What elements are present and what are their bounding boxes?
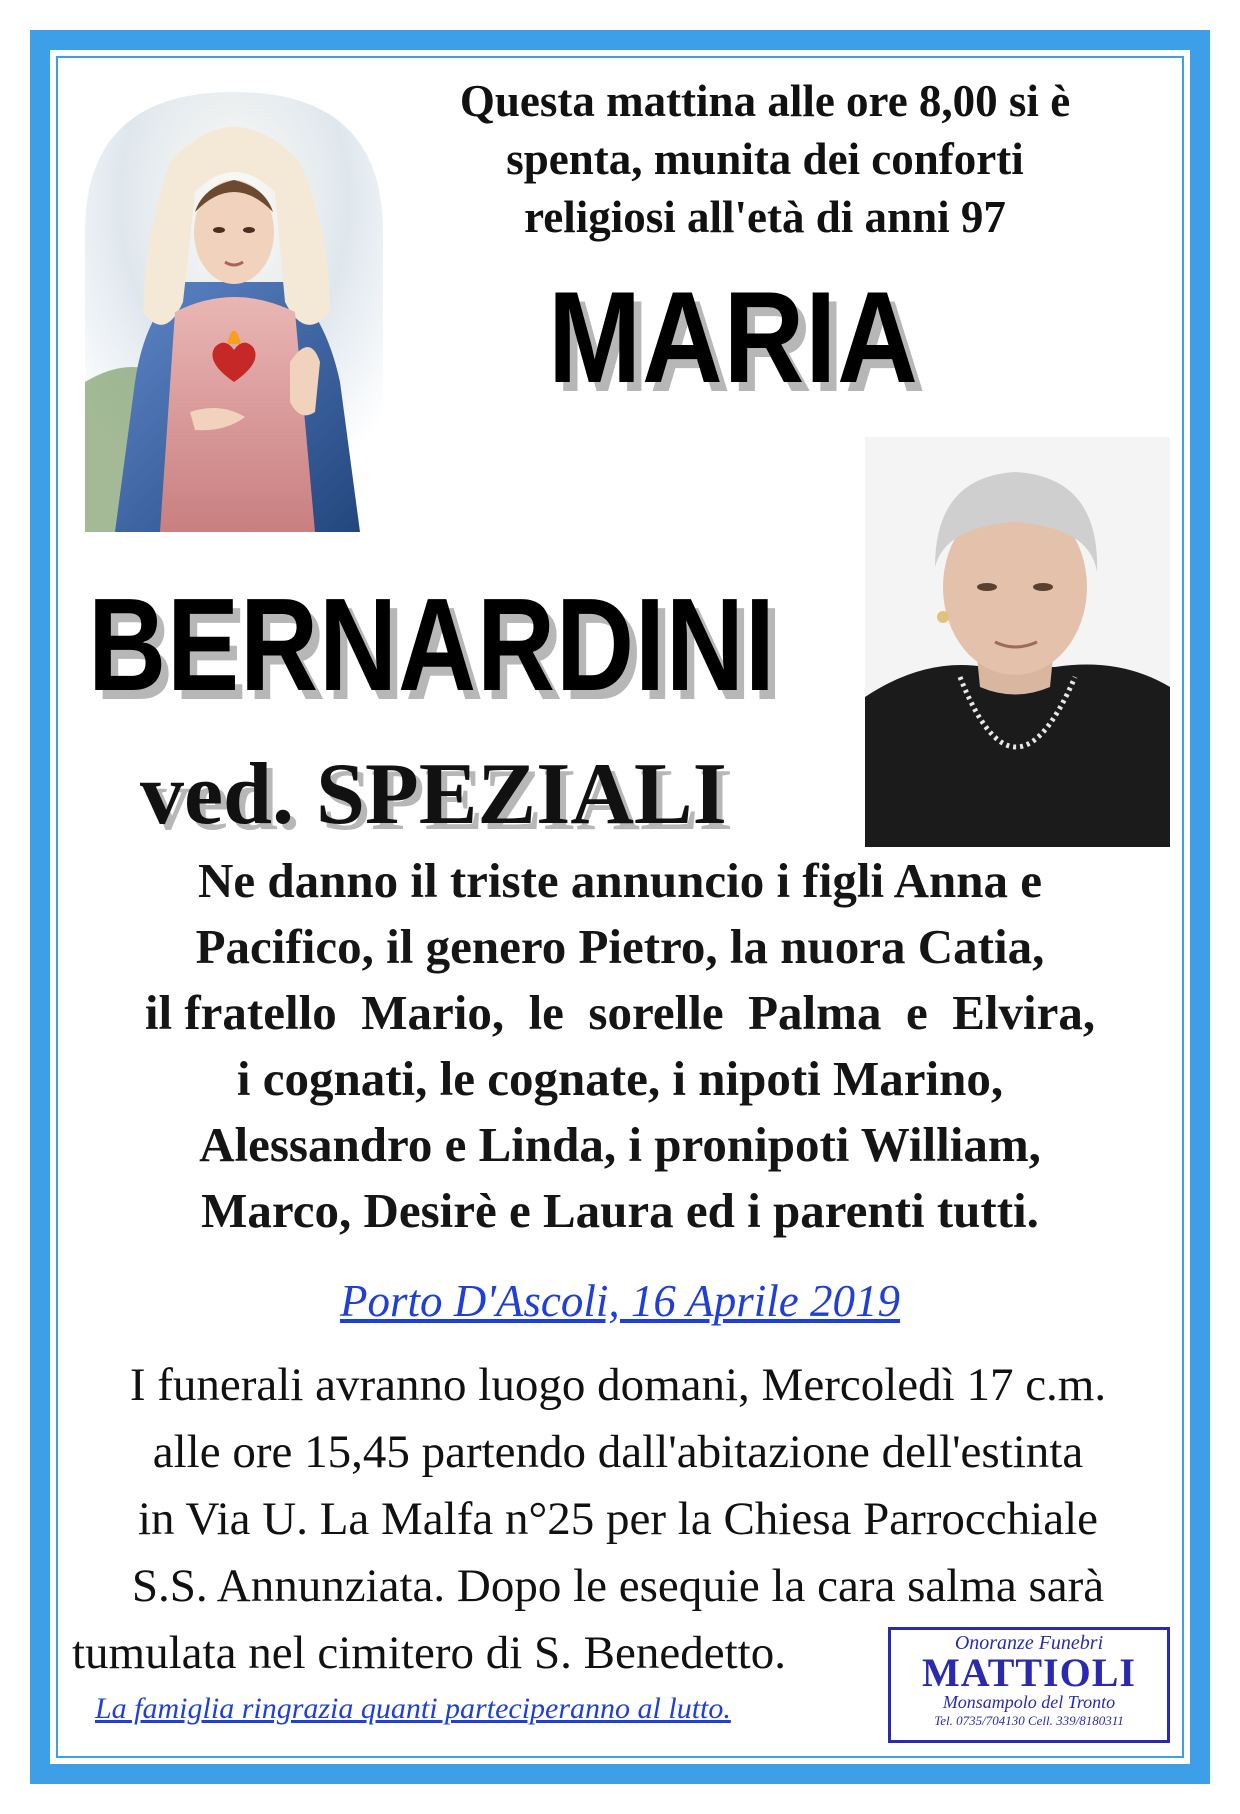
portrait-photo [865,437,1170,847]
announcement-line: Alessandro e Linda, i pronipoti William, [199,1117,1041,1172]
announcement-line: Pacifico, il genero Pietro, la nuora Catia, [195,919,1045,974]
intro-line: religiosi all'età di anni 97 [524,192,1006,242]
funeral-home-stamp [888,1627,1170,1743]
intro-text [400,72,1130,246]
stamp-line: Onoranze Funebri [954,1632,1104,1654]
first-name: MARIA [548,264,919,410]
thanks-note: La famiglia ringrazia quanti parteciperanno al lutto. [95,1692,731,1725]
intro-line: spenta, munita dei conforti [506,134,1024,184]
funeral-line: in Via U. La Malfa n°25 per la Chiesa Parrocchiale [138,1493,1098,1545]
intro-line: Questa mattina alle ore 8,00 si è [459,76,1071,126]
announcement-text [70,848,1170,1244]
stamp-phones: Tel. 0735/704130 Cell. 339/8180311 [934,1713,1124,1728]
last-name: BERNARDINI [88,571,776,718]
announcement-line: Marco, Desirè e Laura ed i parenti tutti. [201,1183,1039,1238]
announcement-line: Ne danno il triste annuncio i figli Anna e [197,853,1042,908]
funeral-line: S.S. Annunziata. Dopo le esequie la cara salma sarà [131,1560,1105,1612]
widow-of-name: ved. SPEZIALI [140,746,727,843]
place-date: Porto D'Ascoli, 16 Aprile 2019 [339,1276,901,1326]
announcement-line: il fratello Mario, le sorelle Palma e Elvira, [144,985,1096,1040]
announcement-line: i cognati, le cognate, i nipoti Marino, [236,1051,1004,1106]
stamp-name: MATTIOLI [922,1650,1136,1695]
funeral-line: alle ore 15,45 partendo dall'abitazione dell'estinta [152,1426,1084,1478]
funeral-line: tumulata nel cimitero di S. Benedetto. [72,1627,786,1679]
stamp-town: Monsampolo del Tronto [942,1692,1116,1712]
hand-right [290,347,320,415]
sacred-heart-madonna-image [75,82,393,532]
funeral-line: I funerali avranno luogo domani, Mercoledì 17 c.m. [129,1359,1107,1411]
